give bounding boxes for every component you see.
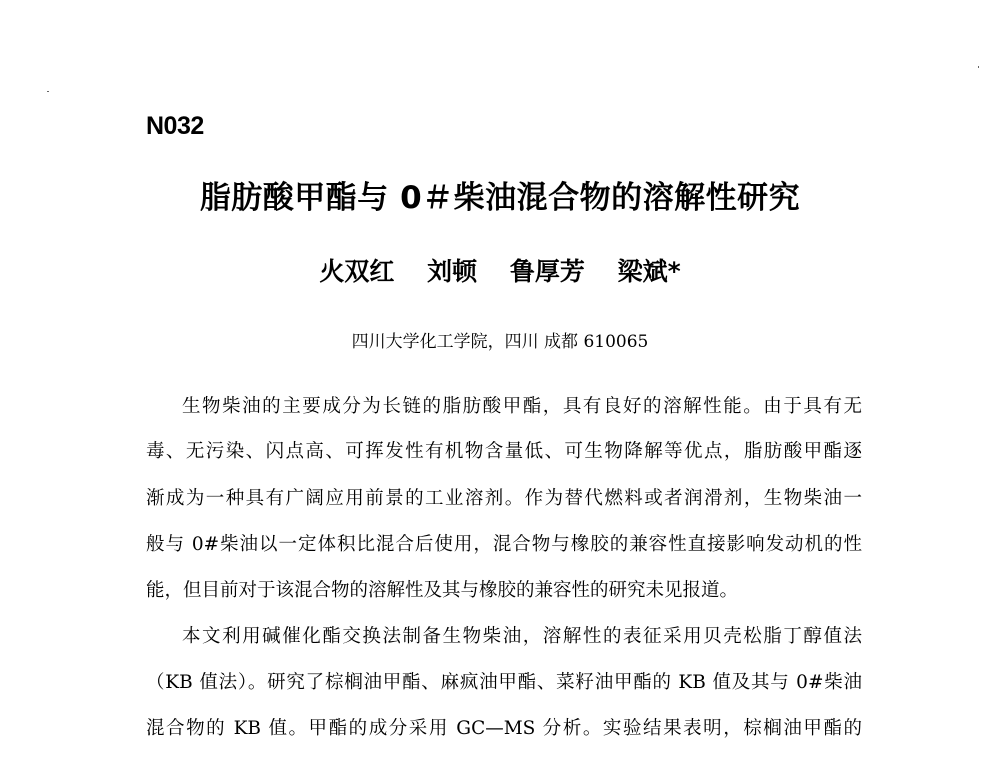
paper-code: N032 [146, 112, 204, 140]
text-line: 混合物的 KB 值。甲酯的成分采用 GC—MS 分析。实验结果表明，棕榈油甲酯的 [146, 718, 862, 739]
scan-speck [47, 91, 49, 92]
scan-speck [978, 66, 979, 68]
affiliation: 四川大学化工学院，四川 成都 610065 [351, 332, 649, 352]
author-name: 火双红 [319, 257, 395, 286]
author-list [0, 252, 1000, 288]
text-line: 般与 0#柴油以一定体积比混合后使用，混合物与橡胶的兼容性直接影响发动机的性 [146, 534, 862, 555]
paper-title: 脂肪酸甲酯与 0＃柴油混合物的溶解性研究 [199, 180, 801, 216]
text-line: （KB 值法）。研究了棕榈油甲酯、麻疯油甲酯、菜籽油甲酯的 KB 值及其与 0#柴油 [146, 672, 862, 693]
author-name: 梁斌* [617, 257, 681, 286]
text-line: 本文利用碱催化酯交换法制备生物柴油，溶解性的表征采用贝壳松脂丁醇值法 [182, 626, 862, 647]
text-line: 能，但目前对于该混合物的溶解性及其与橡胶的兼容性的研究未见报道。 [146, 580, 739, 601]
author-name: 刘顿 [427, 257, 478, 286]
author-name: 鲁厚芳 [509, 257, 585, 286]
text-line: 渐成为一种具有广阔应用前景的工业溶剂。作为替代燃料或者润滑剂，生物柴油一 [146, 488, 862, 509]
text-line: 生物柴油的主要成分为长链的脂肪酸甲酯，具有良好的溶解性能。由于具有无 [182, 396, 862, 417]
text-line: 毒、无污染、闪点高、可挥发性有机物含量低、可生物降解等优点，脂肪酸甲酯逐 [146, 441, 862, 462]
